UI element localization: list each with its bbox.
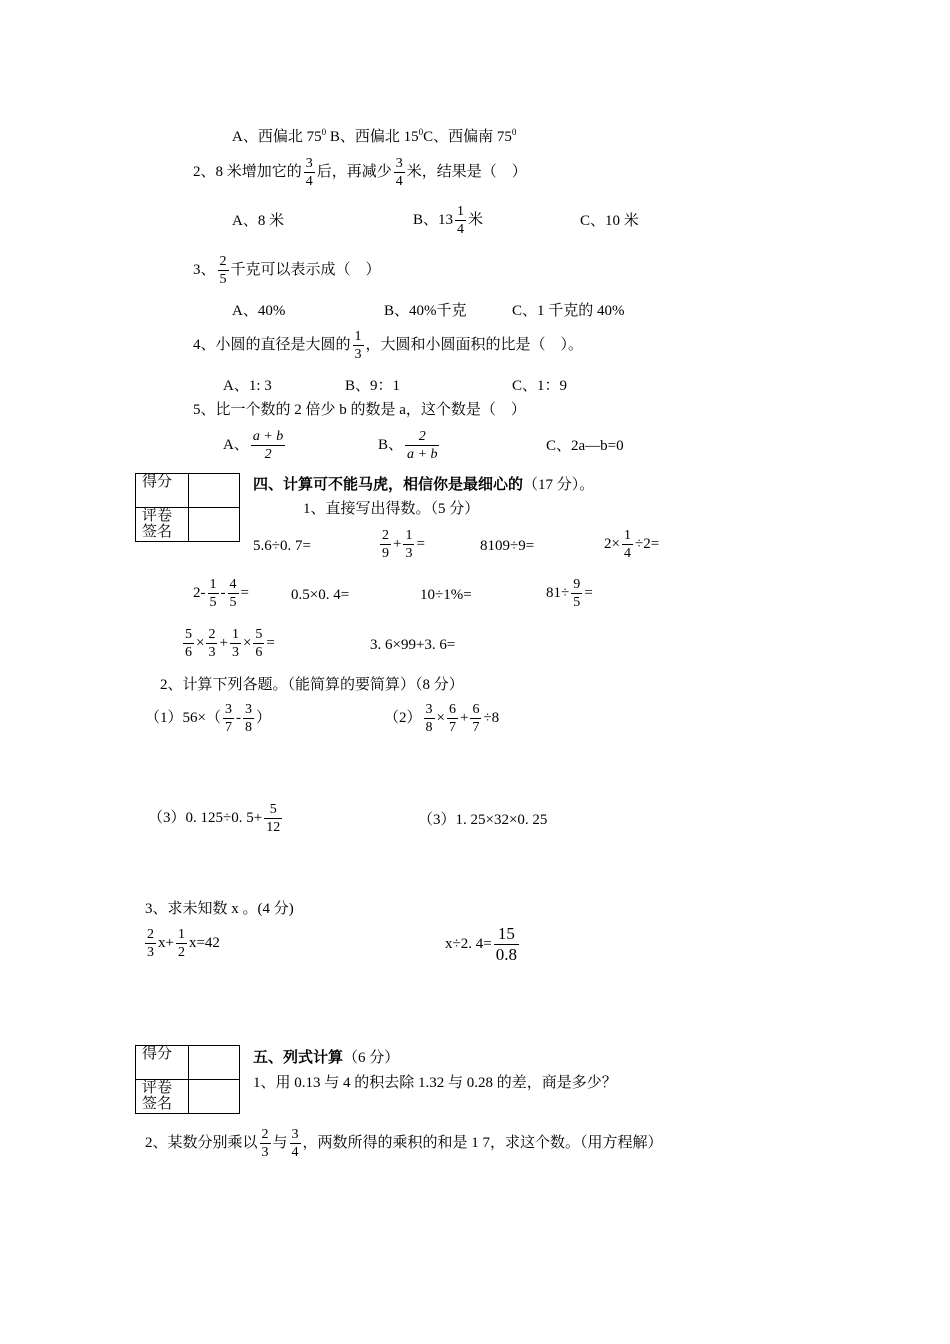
score-label: 得分: [136, 1046, 189, 1080]
equation-2: x÷2. 4= $\frac{15}{0.8}$: [445, 924, 517, 964]
q3-option-c: C、1 千克的 40%: [512, 303, 625, 319]
section5-question-2: 2、某数分别乘以 $\frac{2}{3}$ 与 $\frac{3}{4}$ ，两数所得的乘积的和是 1 7，求这个数。（用方程解）: [145, 1127, 663, 1160]
score-field[interactable]: [189, 474, 240, 508]
section5-heading: [253, 1049, 399, 1067]
section5-question-1: 1、用 0.13 与 4 的积去除 1.32 与 0.28 的差，商是多少？: [253, 1075, 617, 1091]
grader-label: 评卷 签名: [136, 508, 189, 542]
q4-option-b: B、9：1: [345, 378, 401, 394]
section5-points: （6 分）: [343, 1050, 400, 1066]
calc-2: （2） $\frac{3}{8}$ × $\frac{6}{7}$ + $\frac{6}{7}$ ÷8: [384, 702, 500, 735]
fraction: $\frac{3}{4}$: [305, 156, 313, 189]
q5-option-c: C、2a—b=0: [546, 438, 624, 454]
q1-option-a: A、西偏北 75: [232, 129, 322, 145]
score-label: 得分: [136, 474, 189, 508]
section4-sub3: 3、求未知数 x 。(4 分): [145, 901, 294, 917]
q2-option-c: C、10 米: [580, 213, 639, 229]
question-3: 3、 $\frac{2}{5}$ 千克可以表示成（ ）: [193, 254, 381, 287]
q4-option-a: A、1: 3: [223, 378, 272, 394]
expr-8: 81÷ $\frac{9}{5}$ =: [546, 577, 593, 610]
q1-option-c: C、西偏南 75: [423, 129, 512, 145]
q4-option-c: C、1：9: [512, 378, 568, 394]
equation-1: $\frac{2}{3}$ x+ $\frac{1}{2}$ x=42: [147, 927, 220, 960]
expr-9: $\frac{5}{6}$ × $\frac{2}{3}$ + $\frac{1}{3}$ × $\frac{5}{6}$ =: [185, 627, 275, 660]
q1-options: A、西偏北 $75^0$ B、西偏北 $15^0C$、西偏南 $75^0$: [232, 127, 517, 145]
question-2: 2、8 米增加它的 $\frac{3}{4}$ 后，再减少 $\frac{3}{4}$ 米，结果是（ ）: [193, 156, 527, 189]
q3-option-b: B、40%千克: [384, 303, 467, 319]
calc-4: （3）1. 25×32×0. 25: [418, 812, 548, 828]
q2-option-b: B、13 $\frac{1}{4}$ 米: [413, 204, 484, 237]
grader-field[interactable]: [189, 508, 240, 542]
q2-option-a: A、8 米: [232, 213, 285, 229]
score-box-section4: [135, 473, 240, 542]
section4-heading: [253, 476, 594, 494]
grader-label: 评卷 签名: [136, 1080, 189, 1114]
section4-title: 四、计算可不能马虎，相信你是最细心的: [253, 477, 524, 493]
calc-1: （1）56×（ $\frac{3}{7}$ - $\frac{3}{8}$ ）: [145, 702, 271, 735]
q1-option-b: B、西偏北 15: [329, 129, 419, 145]
expr-7: 10÷1%=: [420, 587, 472, 603]
score-field[interactable]: [189, 1046, 240, 1080]
calc-3: （3）0. 125÷0. 5+ $\frac{5}{12}$: [148, 802, 281, 835]
q5-option-b: B、 $\frac{2}{a + b}$: [378, 429, 438, 462]
section5-title: 五、列式计算: [253, 1050, 344, 1066]
fraction: $\frac{3}{4}$: [395, 156, 403, 189]
section4-sub2: 2、计算下列各题。（能简算的要简算）（8 分）: [160, 677, 464, 693]
score-box-section5: [135, 1045, 240, 1114]
expr-1: 5.6÷0. 7=: [253, 538, 311, 554]
section4-points: （17 分）。: [523, 477, 595, 493]
expr-5: 2- $\frac{1}{5}$ - $\frac{4}{5}$ =: [193, 577, 249, 610]
expr-2: $\frac{2}{9}$ + $\frac{1}{3}$ =: [382, 528, 425, 561]
expr-3: 8109÷9=: [480, 538, 535, 554]
expr-10: 3. 6×99+3. 6=: [370, 637, 456, 653]
q5-option-a: A、 $\frac{a + b}{2}$: [223, 429, 284, 462]
q3-option-a: A、40%: [232, 303, 286, 319]
grader-field[interactable]: [189, 1080, 240, 1114]
section4-sub1: 1、直接写出得数。（5 分）: [303, 501, 480, 517]
expr-4: 2× $\frac{1}{4}$ ÷2=: [604, 528, 660, 561]
expr-6: 0.5×0. 4=: [291, 587, 350, 603]
question-4: 4、小圆的直径是大圆的 $\frac{1}{3}$ ，大圆和小圆面积的比是（ ）。: [193, 329, 584, 362]
question-5: 5、比一个数的 2 倍少 b 的数是 a，这个数是（ ）: [193, 402, 526, 418]
